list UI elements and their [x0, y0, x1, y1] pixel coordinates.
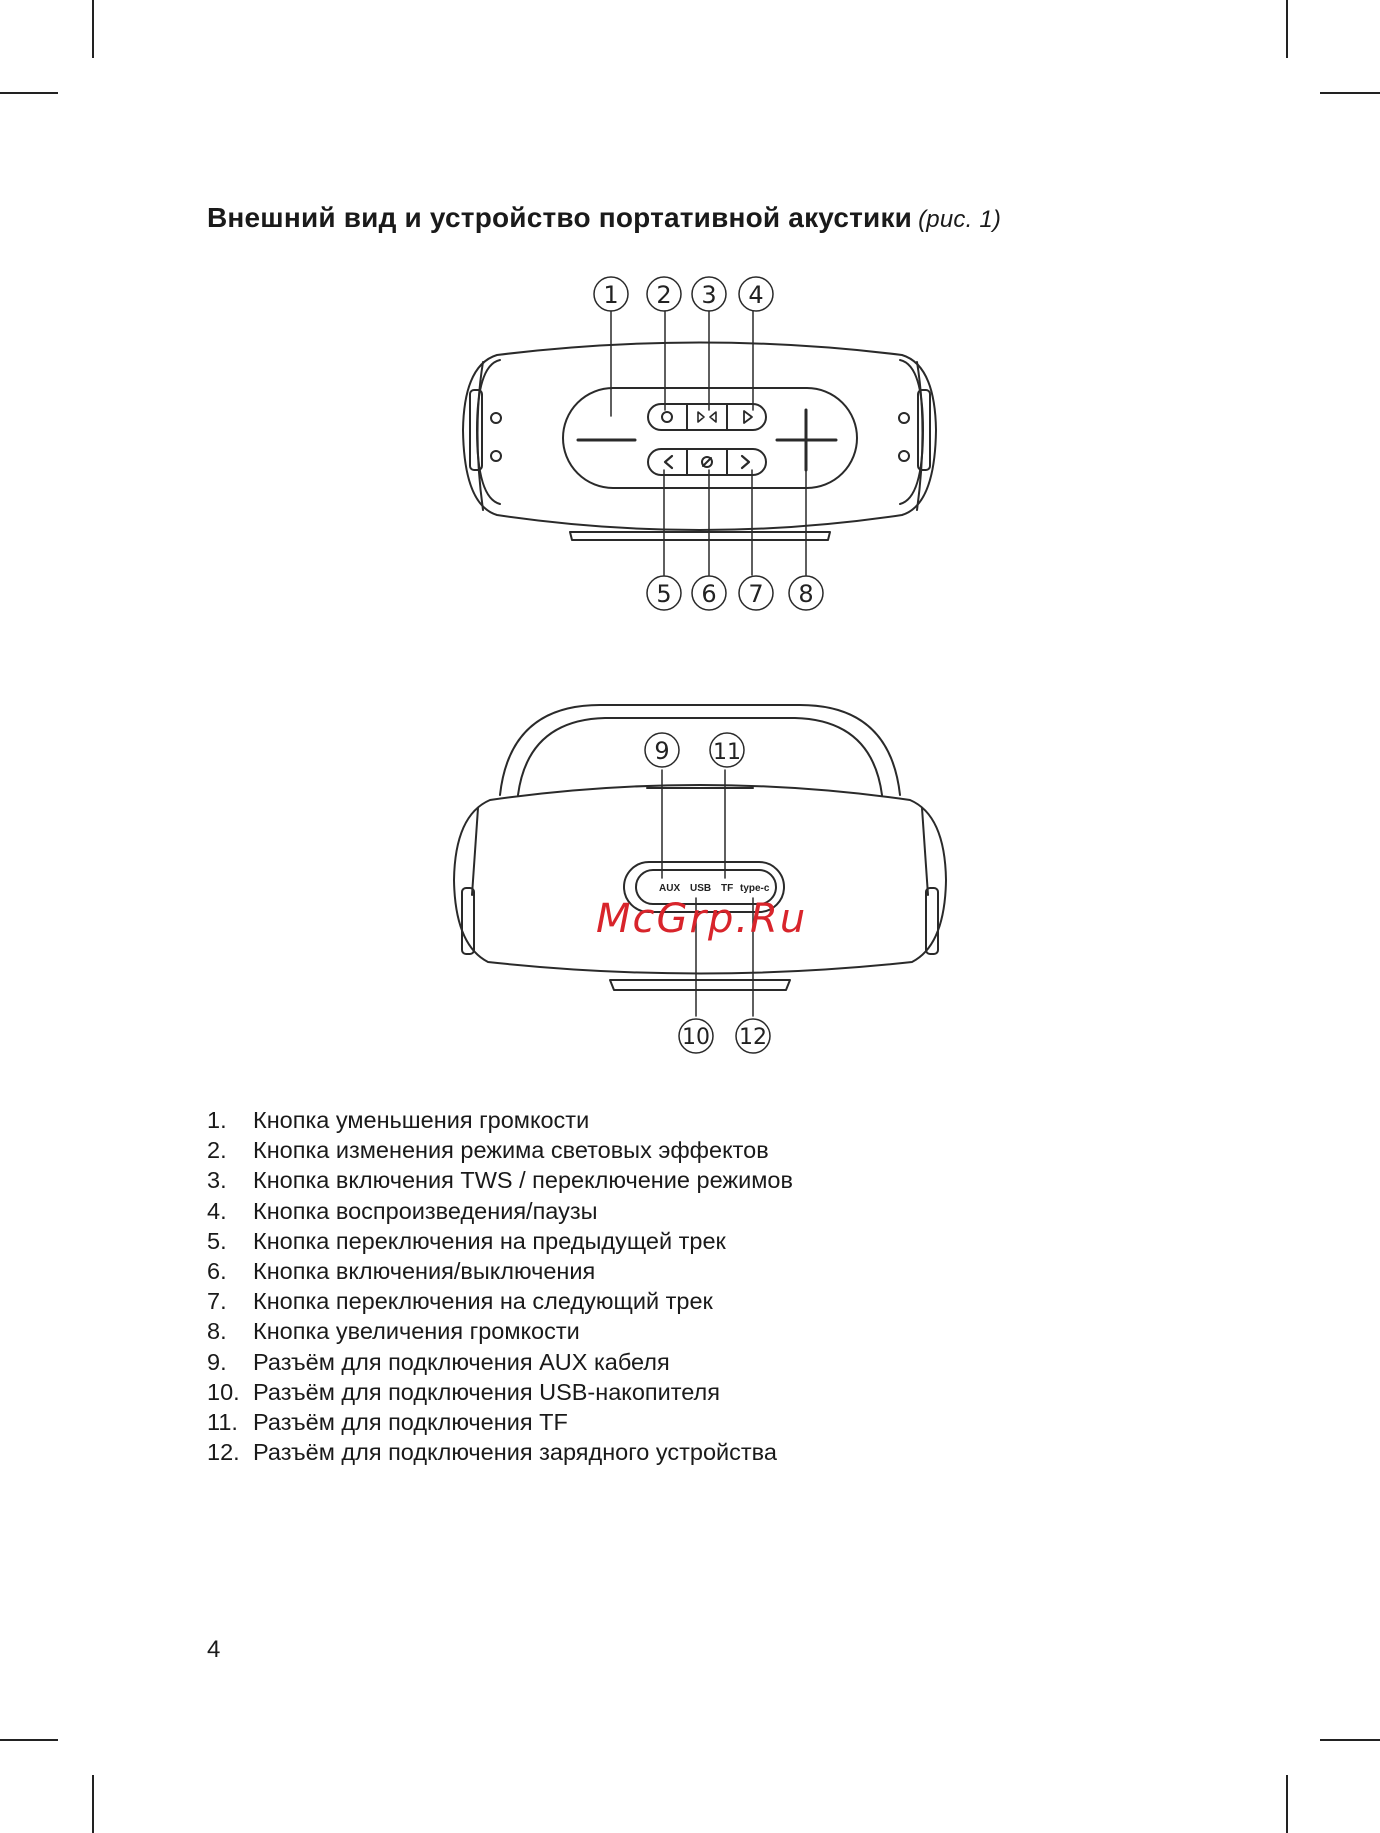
legend-text: Кнопка включения TWS / переключение режимов [253, 1167, 793, 1194]
page-title-text: Внешний вид и устройство портативной акустики [207, 202, 913, 233]
parts-legend [207, 1105, 793, 1467]
legend-text: Разъём для подключения зарядного устройства [253, 1439, 777, 1466]
legend-number: 5. [207, 1227, 227, 1254]
callout-10: 10 [682, 1025, 710, 1050]
callout-3: 3 [701, 281, 717, 309]
legend-item [207, 1407, 793, 1437]
legend-text: Кнопка воспроизведения/паузы [253, 1197, 598, 1224]
legend-text: Кнопка включения/выключения [253, 1258, 596, 1285]
page-number: 4 [207, 1636, 221, 1663]
legend-text: Кнопка уменьшения громкости [253, 1107, 590, 1133]
legend-text: Разъём для подключения AUX кабеля [253, 1348, 670, 1375]
legend-text: Разъём для подключения USB-накопителя [253, 1378, 720, 1405]
legend-number: 11. [207, 1409, 238, 1436]
legend-item [207, 1316, 793, 1346]
port-label-type-c: type-c [740, 883, 770, 894]
legend-text: Разъём для подключения TF [253, 1409, 568, 1436]
legend-item [207, 1226, 793, 1256]
callout-4: 4 [748, 281, 764, 309]
legend-text: Кнопка переключения на следующий трек [253, 1288, 713, 1315]
callout-5: 5 [656, 580, 672, 608]
legend-text: Кнопка увеличения громкости [253, 1318, 580, 1345]
legend-text: Кнопка изменения режима световых эффектов [253, 1137, 769, 1164]
legend-number: 8. [207, 1318, 227, 1345]
legend-number: 4. [207, 1197, 227, 1224]
legend-item [207, 1377, 793, 1407]
legend-text: Кнопка переключения на предыдущей трек [253, 1227, 726, 1254]
legend-item [207, 1286, 793, 1316]
port-label-aux: AUX [659, 883, 681, 894]
legend-item [207, 1105, 793, 1135]
figure-reference: (рис. 1) [918, 206, 1002, 233]
legend-number: 9. [207, 1348, 227, 1375]
legend-number: 3. [207, 1167, 227, 1194]
port-label-tf: TF [721, 883, 734, 894]
callout-9: 9 [654, 737, 670, 765]
legend-item [207, 1165, 793, 1195]
legend-item [207, 1437, 793, 1467]
callout-1: 1 [603, 281, 619, 309]
legend-number: 7. [207, 1288, 227, 1315]
legend-number: 1. [207, 1107, 227, 1133]
speaker-top-view [463, 311, 936, 575]
callout-8: 8 [798, 580, 814, 608]
legend-number: 2. [207, 1137, 227, 1164]
legend-number: 12. [207, 1439, 240, 1466]
callout-12: 12 [739, 1025, 767, 1050]
callout-11: 11 [713, 740, 741, 765]
legend-item [207, 1256, 793, 1286]
legend-number: 6. [207, 1258, 227, 1285]
callout-7: 7 [748, 580, 764, 608]
legend-item [207, 1196, 793, 1226]
watermark: McGrp.Ru [596, 896, 808, 942]
legend-item [207, 1347, 793, 1377]
callout-2: 2 [656, 281, 672, 309]
legend-number: 10. [207, 1378, 240, 1405]
legend-item [207, 1135, 793, 1165]
port-label-usb: USB [690, 883, 712, 894]
speaker-back-view [454, 705, 946, 1016]
callout-6: 6 [701, 580, 717, 608]
